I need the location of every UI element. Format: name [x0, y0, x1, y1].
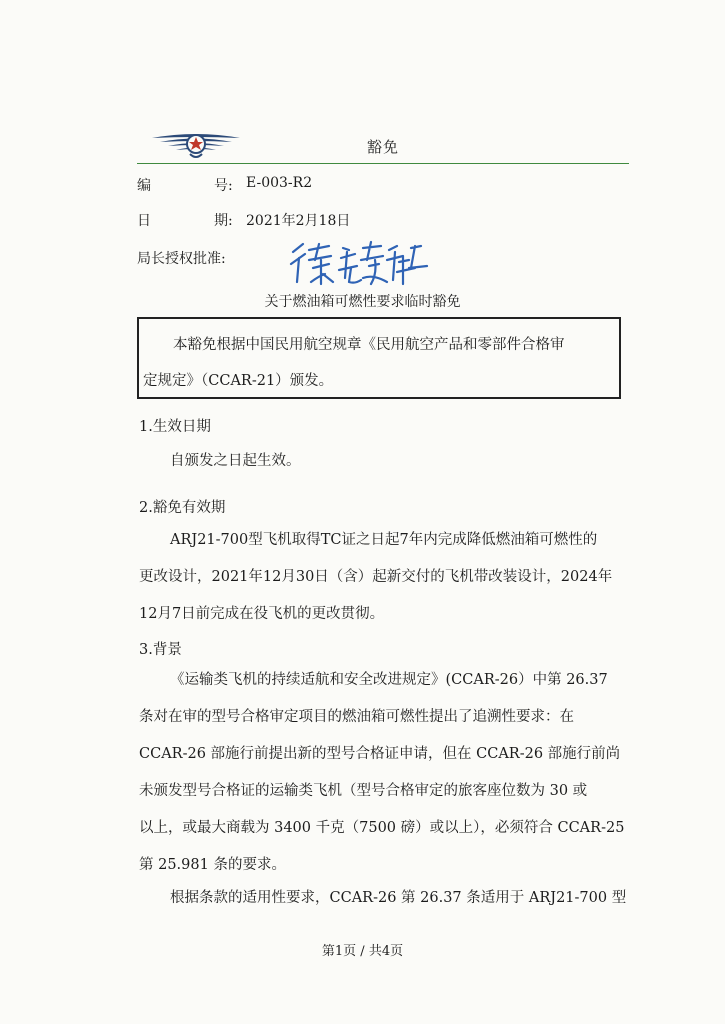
section-3-body: [139, 662, 633, 884]
section-3-line: 条对在审的型号合格审定项目的燃油箱可燃性提出了追溯性要求：在: [139, 709, 574, 725]
field-number-label-b: 号:: [214, 178, 233, 194]
field-date-label-a: 日: [137, 213, 151, 229]
notice-line-1: 本豁免根据中国民用航空规章《民用航空产品和零部件合格审: [173, 337, 565, 353]
section-3-heading: 3.背景: [139, 642, 182, 658]
caac-logo: [150, 126, 242, 162]
section-3-line: CCAR-26 部施行前提出新的型号合格证申请，但在 CCAR-26 部施行前尚: [139, 746, 621, 762]
field-date-label-b: 期:: [214, 213, 233, 229]
field-date-value: 2021年2月18日: [246, 213, 351, 229]
notice-line-2: 定规定》（CCAR-21）颁发。: [143, 373, 334, 389]
section-2-line: 更改设计，2021年12月30日（含）起新交付的飞机带改装设计，2024年: [139, 569, 613, 585]
section-2-line: ARJ21-700型飞机取得TC证之日起7年内完成降低燃油箱可燃性的: [170, 532, 598, 548]
field-approval-label: 局长授权批准:: [137, 251, 226, 267]
document-title: 关于燃油箱可燃性要求临时豁免: [264, 294, 461, 310]
notice-box: [137, 317, 621, 399]
section-2-line: 12月7日前完成在役飞机的更改贯彻。: [139, 606, 385, 622]
handwritten-signature: [285, 238, 435, 288]
section-3-line: 未颁发型号合格证的运输类飞机（型号合格审定的旅客座位数为 30 或: [139, 783, 588, 799]
section-3-line: 《运输类飞机的持续适航和安全改进规定》(CCAR-26）中第 26.37: [170, 672, 608, 688]
header-divider: [137, 163, 629, 164]
section-1-body: [139, 443, 633, 480]
section-1-heading: 1.生效日期: [139, 419, 211, 435]
section-3-line: 第 25.981 条的要求。: [139, 857, 286, 873]
section-3-line: 以上，或最大商载为 3400 千克（7500 磅）或以上），必须符合 CCAR-25: [139, 820, 625, 836]
continuation-line: 根据条款的适用性要求，CCAR-26 第 26.37 条适用于 ARJ21-700 型: [170, 890, 627, 906]
page-footer: 第1页 / 共4页: [321, 944, 404, 959]
continuation-paragraph: [139, 880, 633, 917]
header-title: 豁免: [367, 138, 400, 156]
field-number-value: E-003-R2: [246, 175, 313, 191]
section-2-body: [139, 522, 633, 633]
field-number-label-a: 编: [137, 178, 151, 194]
section-2-heading: 2.豁免有效期: [139, 500, 226, 516]
section-1-line: 自颁发之日起生效。: [170, 453, 301, 469]
